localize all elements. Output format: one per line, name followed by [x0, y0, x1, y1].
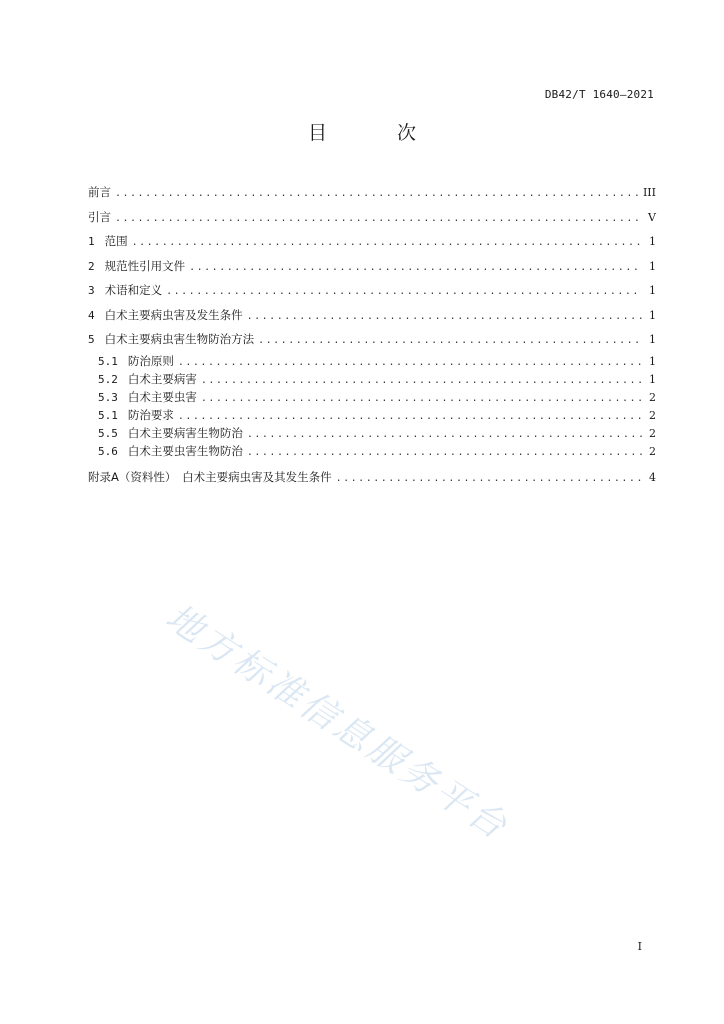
- toc-dot-leader: [247, 305, 642, 330]
- toc-entry-number: 4: [88, 308, 95, 322]
- toc-entry[interactable]: [88, 465, 656, 490]
- toc-entry-page: 1: [649, 284, 656, 297]
- toc-entry-label: 前言: [88, 185, 111, 199]
- watermark: 地方标准信息服务平台: [158, 596, 517, 849]
- toc-entry[interactable]: [88, 229, 656, 254]
- toc-entry-number: 5: [88, 333, 95, 346]
- toc-dot-leader: [189, 256, 642, 281]
- toc-dot-leader: [201, 372, 642, 390]
- toc-entry-number: 5.6: [98, 445, 118, 459]
- toc-entry-number: 5.5: [98, 427, 118, 441]
- toc-entry-page: 2: [649, 390, 656, 404]
- toc-entry-label: 术语和定义: [104, 283, 163, 297]
- toc-entry-page: 1: [649, 372, 656, 386]
- toc-entry-label: 白术主要病虫害及发生条件: [104, 307, 243, 322]
- toc-entry-label: 白术主要病害: [127, 371, 197, 386]
- toc-entry-label: 规范性引用文件: [104, 258, 186, 273]
- toc-entry-page: 1: [649, 308, 656, 322]
- toc-entry-label: 白术主要虫害生物防治: [127, 444, 243, 459]
- toc-entry[interactable]: [88, 205, 656, 230]
- toc-entry[interactable]: [88, 254, 656, 279]
- toc-dot-leader: [178, 354, 642, 372]
- toc-entry-number: 3: [88, 284, 95, 297]
- toc-entry[interactable]: [88, 278, 656, 303]
- page-title: 目 次: [307, 122, 449, 144]
- toc-entry-label: 防治原则: [127, 353, 174, 368]
- toc-entry-number: 2: [88, 259, 95, 273]
- toc-entry[interactable]: [88, 370, 656, 388]
- toc-entry-label: 白术主要病害生物防治: [127, 426, 243, 441]
- toc-dot-leader: [247, 444, 642, 462]
- toc-entry[interactable]: [88, 388, 656, 406]
- toc-entry-label: 白术主要病虫害生物防治方法: [104, 332, 255, 346]
- toc-entry-label: 引言: [88, 209, 111, 224]
- toc-entry-number: 1: [88, 235, 95, 248]
- table-of-contents: [88, 180, 656, 489]
- toc-dot-leader: [166, 280, 642, 305]
- toc-entry-label: 防治要求: [127, 408, 174, 423]
- toc-entry-page: 1: [649, 235, 656, 248]
- toc-entry-page: V: [648, 210, 656, 224]
- toc-entry-page: 2: [649, 445, 656, 459]
- toc-dot-leader: [258, 329, 642, 354]
- toc-entry-number: 5.3: [98, 390, 118, 404]
- toc-dot-leader: [132, 231, 642, 256]
- toc-entry-page: 1: [649, 354, 656, 368]
- toc-dot-leader: [247, 426, 642, 444]
- toc-dot-leader: [336, 467, 642, 492]
- toc-dot-leader: [115, 207, 642, 232]
- toc-entry[interactable]: [88, 303, 656, 328]
- toc-entry[interactable]: [88, 406, 656, 424]
- toc-entry[interactable]: [88, 352, 656, 370]
- toc-entry-number: 5.2: [98, 372, 118, 386]
- toc-entry-label: 附录A（资料性） 白术主要病虫害及其发生条件: [88, 469, 332, 484]
- toc-entry-page: 1: [649, 333, 656, 346]
- toc-dot-leader: [201, 390, 642, 408]
- toc-entry-page: 4: [649, 470, 656, 484]
- toc-entry-label: 范围: [104, 234, 128, 248]
- toc-entry-number: 5.1: [98, 409, 118, 423]
- toc-entry[interactable]: [88, 442, 656, 460]
- document-code: DB42/T 1640—2021: [544, 88, 654, 101]
- toc-entry-page: III: [642, 186, 656, 199]
- toc-entry[interactable]: [88, 180, 656, 205]
- page-number: I: [637, 940, 642, 953]
- toc-entry-page: 1: [649, 259, 656, 273]
- toc-entry-page: 2: [649, 427, 656, 441]
- toc-entry[interactable]: [88, 327, 656, 352]
- toc-entry-label: 白术主要虫害: [127, 389, 197, 404]
- toc-entry-page: 2: [649, 409, 656, 423]
- toc-dot-leader: [178, 408, 642, 426]
- toc-dot-leader: [115, 182, 639, 207]
- toc-entry[interactable]: [88, 424, 656, 442]
- toc-entry-number: 5.1: [98, 354, 118, 368]
